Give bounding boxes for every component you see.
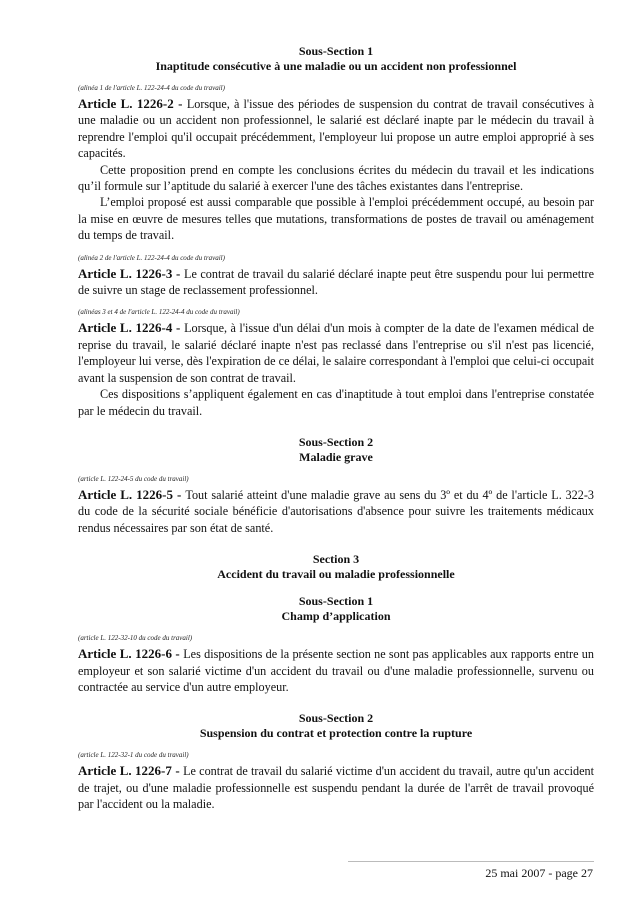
article-paragraph: Article L. 1226-4 - Lorsque, à l'issue d'un délai d'un mois à compter de la date de l'examen médical de reprise du travail, le salarié déclaré inapte n'est pas reclassé dans l'entreprise ou s'il n'est pas licencié, l'employeur lui verse, dès l'expiration de ce délai, le salaire correspondant à l'emploi que celui-ci occupait avant la suspension de son contrat de travail. bbox=[78, 320, 594, 385]
article-label: Article L. 1226-5 - bbox=[78, 486, 186, 502]
section-title: Accident du travail ou maladie professionnelle bbox=[217, 567, 455, 582]
subsection-heading: Sous-Section 1 bbox=[298, 594, 374, 609]
article-label: Article L. 1226-6 - bbox=[78, 646, 184, 662]
article-paragraph: Article L. 1226-5 - Tout salarié atteint d'une maladie grave au sens du 3º et du 4º de l'article L. 322-3 du code de la sécurité sociale bénéficie d'autorisations d'absence pour suivre les traitements médicaux rendus nécessaires par son état de santé. bbox=[78, 486, 594, 535]
subsection-title: Maladie grave bbox=[299, 449, 373, 464]
article-label: Article L. 1226-4 - bbox=[78, 320, 185, 336]
subsection-heading: Sous-Section 2 bbox=[298, 711, 374, 726]
document-page bbox=[78, 44, 594, 813]
article-paragraph: Article L. 1226-2 - Lorsque, à l'issue des périodes de suspension du contrat de travail consécutives à une maladie ou un accident non professionnel, le salarié est déclaré inapte par le médecin du travail à reprendre l'emploi qu'il occupait précédemment, l'employeur lui propose un autre emploi approprié à ses capacités. bbox=[78, 96, 594, 161]
article-label: Article L. 1226-2 - bbox=[78, 96, 187, 111]
subsection-heading: Sous-Section 1 bbox=[298, 44, 374, 58]
article-paragraph: Article L. 1226-7 - Le contrat de travail du salarié victime d'un accident du travail, autre qu'un accident de trajet, ou d'une maladie professionnelle est suspendu pendant la durée de l'arrêt de travail provoqué par l'accident ou la maladie. bbox=[78, 763, 594, 812]
section-heading: Section 3 bbox=[312, 552, 360, 567]
source-note: (article L. 122-32-10 du code du travail) bbox=[78, 634, 193, 643]
source-note: (alinéas 3 et 4 de l'article L. 122-24-4 du code du travail) bbox=[78, 308, 240, 317]
source-note: (alinéa 2 de l'article L. 122-24-4 du code du travail) bbox=[78, 253, 225, 262]
footer-divider bbox=[348, 861, 594, 862]
article-paragraph: Cette proposition prend en compte les conclusions écrites du médecin du travail et les indications qu’il formule sur l’aptitude du salarié à exercer l'une des tâches existantes dans l'entreprise. bbox=[78, 162, 594, 194]
article-label: Article L. 1226-3 - bbox=[78, 265, 185, 281]
article-label: Article L. 1226-7 - bbox=[78, 763, 184, 779]
source-note: (alinéa 1 de l'article L. 122-24-4 du code du travail) bbox=[78, 84, 225, 92]
subsection-heading: Sous-Section 2 bbox=[298, 434, 374, 449]
article-paragraph: L’emploi proposé est aussi comparable que possible à l'emploi précédemment occupé, au besoin par la mise en œuvre de mesures telles que mutations, transformations de postes de travail ou aménagement du temps de travail. bbox=[78, 195, 594, 243]
source-note: (article L. 122-32-1 du code du travail) bbox=[78, 751, 189, 760]
article-paragraph: Ces dispositions s’appliquent également en cas d'inaptitude à tout emploi dans l'entreprise constatée par le médecin du travail. bbox=[78, 387, 594, 418]
subsection-title: Inaptitude consécutive à une maladie ou un accident non professionnel bbox=[155, 59, 517, 73]
article-paragraph: Article L. 1226-3 - Le contrat de travail du salarié déclaré inapte peut être suspendu pour lui permettre de suivre un stage de reclassement professionnel. bbox=[78, 265, 594, 298]
article-paragraph: Article L. 1226-6 - Les dispositions de la présente section ne sont pas applicables aux rapports entre un employeur et son salarié victime d'un accident du travail ou d'une maladie professionnelle, survenu ou contractée au service d'un autre employeur. bbox=[78, 646, 594, 694]
subsection-title: Champ d’application bbox=[281, 609, 391, 624]
source-note: (article L. 122-24-5 du code du travail) bbox=[78, 474, 189, 483]
subsection-title: Suspension du contrat et protection contre la rupture bbox=[199, 726, 473, 741]
page-footer: 25 mai 2007 - page 27 bbox=[485, 866, 593, 880]
